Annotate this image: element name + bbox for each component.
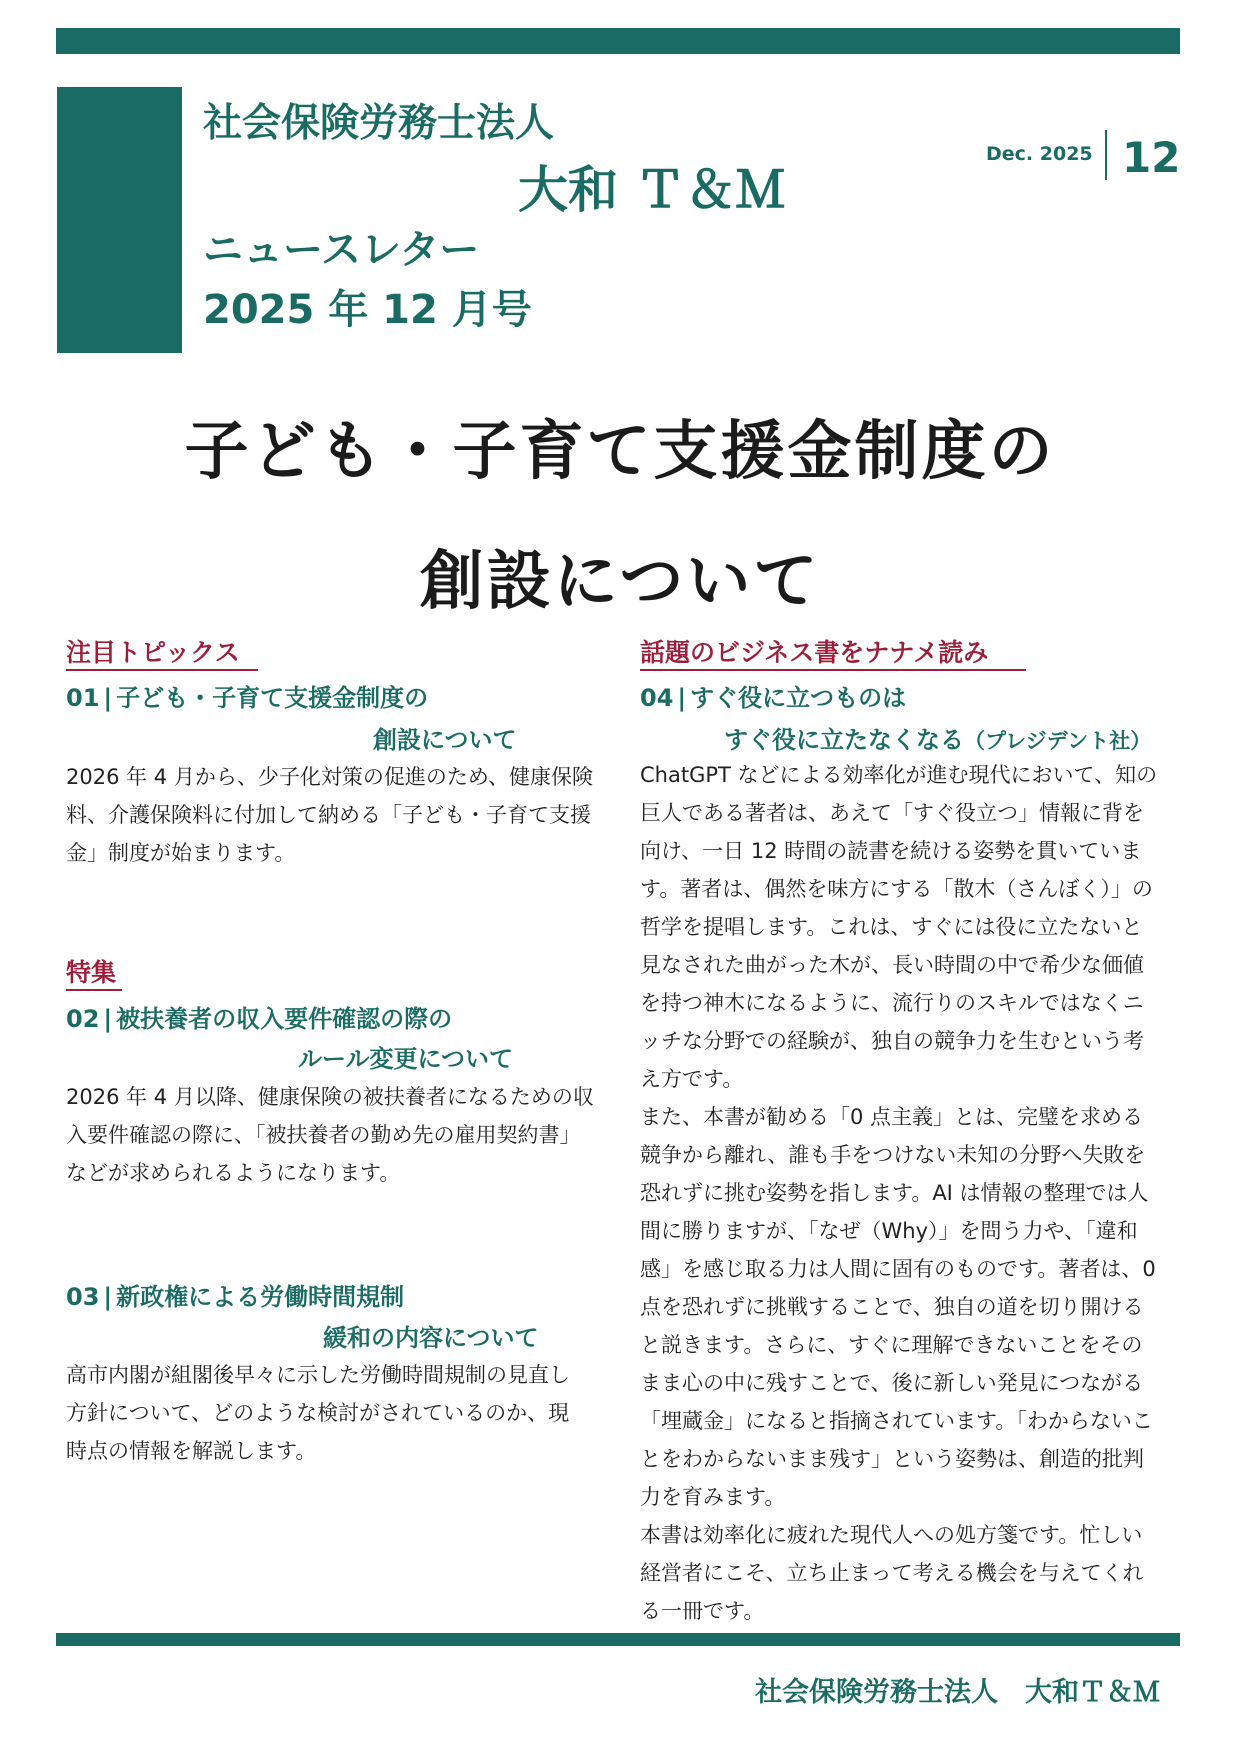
text-line: え方です。	[640, 1067, 744, 1091]
topic-03-title-line2: 緩和の内容について	[323, 1324, 539, 1352]
headline-line1: 子ども・子育て支援金制度の	[184, 415, 1056, 489]
topic-02-title: 被扶養者の収入要件確認の際の	[116, 1005, 453, 1033]
featured-topics-underline	[66, 669, 258, 671]
text-line: と説きます。さらに、すぐに理解できないことをその	[640, 1333, 1143, 1357]
special-feature-underline	[66, 989, 122, 991]
text-line: る一冊です。	[640, 1599, 765, 1623]
text-line: 経営者にこそ、立ち止まって考える機会を与えてくれ	[640, 1561, 1144, 1585]
text-line: 入要件確認の際に、「被扶養者の勤め先の雇用契約書」	[66, 1123, 581, 1147]
topic-02-title-line2: ルール変更について	[298, 1045, 514, 1073]
text-line: 恐れずに挑む姿勢を指します。AI は情報の整理では人	[640, 1181, 1149, 1205]
text-line: とをわからないまま残す」という姿勢は、創造的批判	[640, 1447, 1144, 1471]
text-line: 競争から離れ、誰も手をつけない未知の分野へ失敗を	[640, 1143, 1146, 1167]
issue-month: Dec. 2025	[986, 143, 1093, 165]
topic-04-title-line2	[724, 720, 1151, 755]
topic-01-title: 子ども・子育て支援金制度の	[116, 684, 429, 712]
newsletter-issue-date: 2025 年 12 月号	[203, 287, 532, 333]
featured-topics-label: 注目トピックス	[66, 638, 240, 667]
newsletter-title: ニュースレター	[203, 227, 480, 273]
text-line: 方針について、どのような検討がされているのか、現	[66, 1401, 570, 1425]
text-line: 2026 年 4 月から、少子化対策の促進のため、健康保険	[66, 765, 593, 789]
text-line: 時点の情報を解説します。	[66, 1439, 317, 1463]
text-line: 巨人である著者は、あえて「すぐ役立つ」情報に背を	[640, 801, 1144, 825]
text-line: 点を恐れずに挑戦することで、独自の道を切り開ける	[640, 1295, 1144, 1319]
topic-02-number: 02	[66, 1005, 100, 1033]
text-line: 見なされた曲がった木が、長い時間の中で希少な価値	[640, 953, 1144, 977]
top-accent-bar	[56, 28, 1180, 54]
topic-03-number: 03	[66, 1283, 100, 1311]
footer-org-name: 社会保険労務士法人 大和Ｔ＆Ｍ	[755, 1677, 1160, 1708]
masthead-side-block	[57, 87, 182, 353]
business-book-label: 話題のビジネス書をナナメ読み	[640, 638, 989, 667]
book-review-text	[640, 756, 1157, 1630]
topic-02-heading[interactable]: 02 | 被扶養者の収入要件確認の際の	[66, 1005, 453, 1033]
text-line: 2026 年 4 月以降、健康保険の被扶養者になるための収	[66, 1085, 594, 1109]
bottom-accent-bar	[56, 1633, 1180, 1646]
text-line: 感」を感じ取る力は人間に固有のものです。著者は、0	[640, 1257, 1156, 1281]
topic-01-heading[interactable]: 01 | 子ども・子育て支援金制度の	[66, 684, 429, 712]
topic-01-number: 01	[66, 684, 100, 712]
text-line: 哲学を提唱します。これは、すぐには役に立たないと	[640, 915, 1143, 939]
text-line: 料、介護保険料に付加して納める「子ども・子育て支援	[66, 803, 591, 827]
text-line: を持つ神木になるように、流行りのスキルではなくニ	[640, 991, 1144, 1015]
issue-divider	[1105, 130, 1107, 180]
topic-01-title-line2: 創設について	[373, 726, 517, 754]
text-line: また、本書が勧める「0 点主義」とは、完璧を求める	[640, 1105, 1144, 1129]
text-line: 「埋蔵金」になると指摘されています。「わからないこ	[640, 1409, 1153, 1433]
book-publisher: （プレジデント社）	[964, 729, 1152, 753]
book-subtitle: すぐ役に立たなくなる	[724, 726, 964, 754]
org-name: 社会保険労務士法人	[203, 101, 555, 146]
topic-03-heading[interactable]: 03 | 新政権による労働時間規制	[66, 1283, 405, 1311]
topic-04-title: すぐ役に立つものは	[690, 684, 907, 712]
topic-03-title: 新政権による労働時間規制	[116, 1283, 405, 1311]
text-line: まま心の中に残すことで、後に新しい発見につながる	[640, 1371, 1144, 1395]
topic-02-summary	[66, 1078, 594, 1192]
text-line: 力を育みます。	[640, 1485, 786, 1509]
text-line: ChatGPT などによる効率化が進む現代において、知の	[640, 763, 1158, 787]
topic-01-summary	[66, 758, 593, 872]
business-book-underline	[640, 669, 1026, 671]
issue-number: 12	[1122, 133, 1181, 182]
text-line: 金」制度が始まります。	[66, 841, 296, 865]
brand-name: 大和 Ｔ＆Ｍ	[518, 161, 786, 219]
topic-04-number: 04	[640, 684, 674, 712]
text-line: す。著者は、偶然を味方にする「散木（さんぼく）」の	[640, 877, 1153, 901]
text-line: 向け、一日 12 時間の読書を続ける姿勢を貫いていま	[640, 839, 1142, 863]
headline-line2: 創設について	[419, 545, 821, 619]
text-line: ッチな分野での経験が、独自の競争力を生むという考	[640, 1029, 1144, 1053]
topic-03-summary	[66, 1356, 570, 1470]
text-line: 間に勝りますが、「なぜ（Why）」を問う力や、「違和	[640, 1219, 1138, 1243]
text-line: などが求められるようになります。	[66, 1161, 401, 1185]
topic-04-heading[interactable]: 04 | すぐ役に立つものは	[640, 684, 907, 712]
text-line: 高市内閣が組閣後早々に示した労働時間規制の見直し	[66, 1363, 570, 1387]
special-feature-label: 特集	[66, 958, 117, 987]
text-line: 本書は効率化に疲れた現代人への処方箋です。忙しい	[640, 1523, 1143, 1547]
